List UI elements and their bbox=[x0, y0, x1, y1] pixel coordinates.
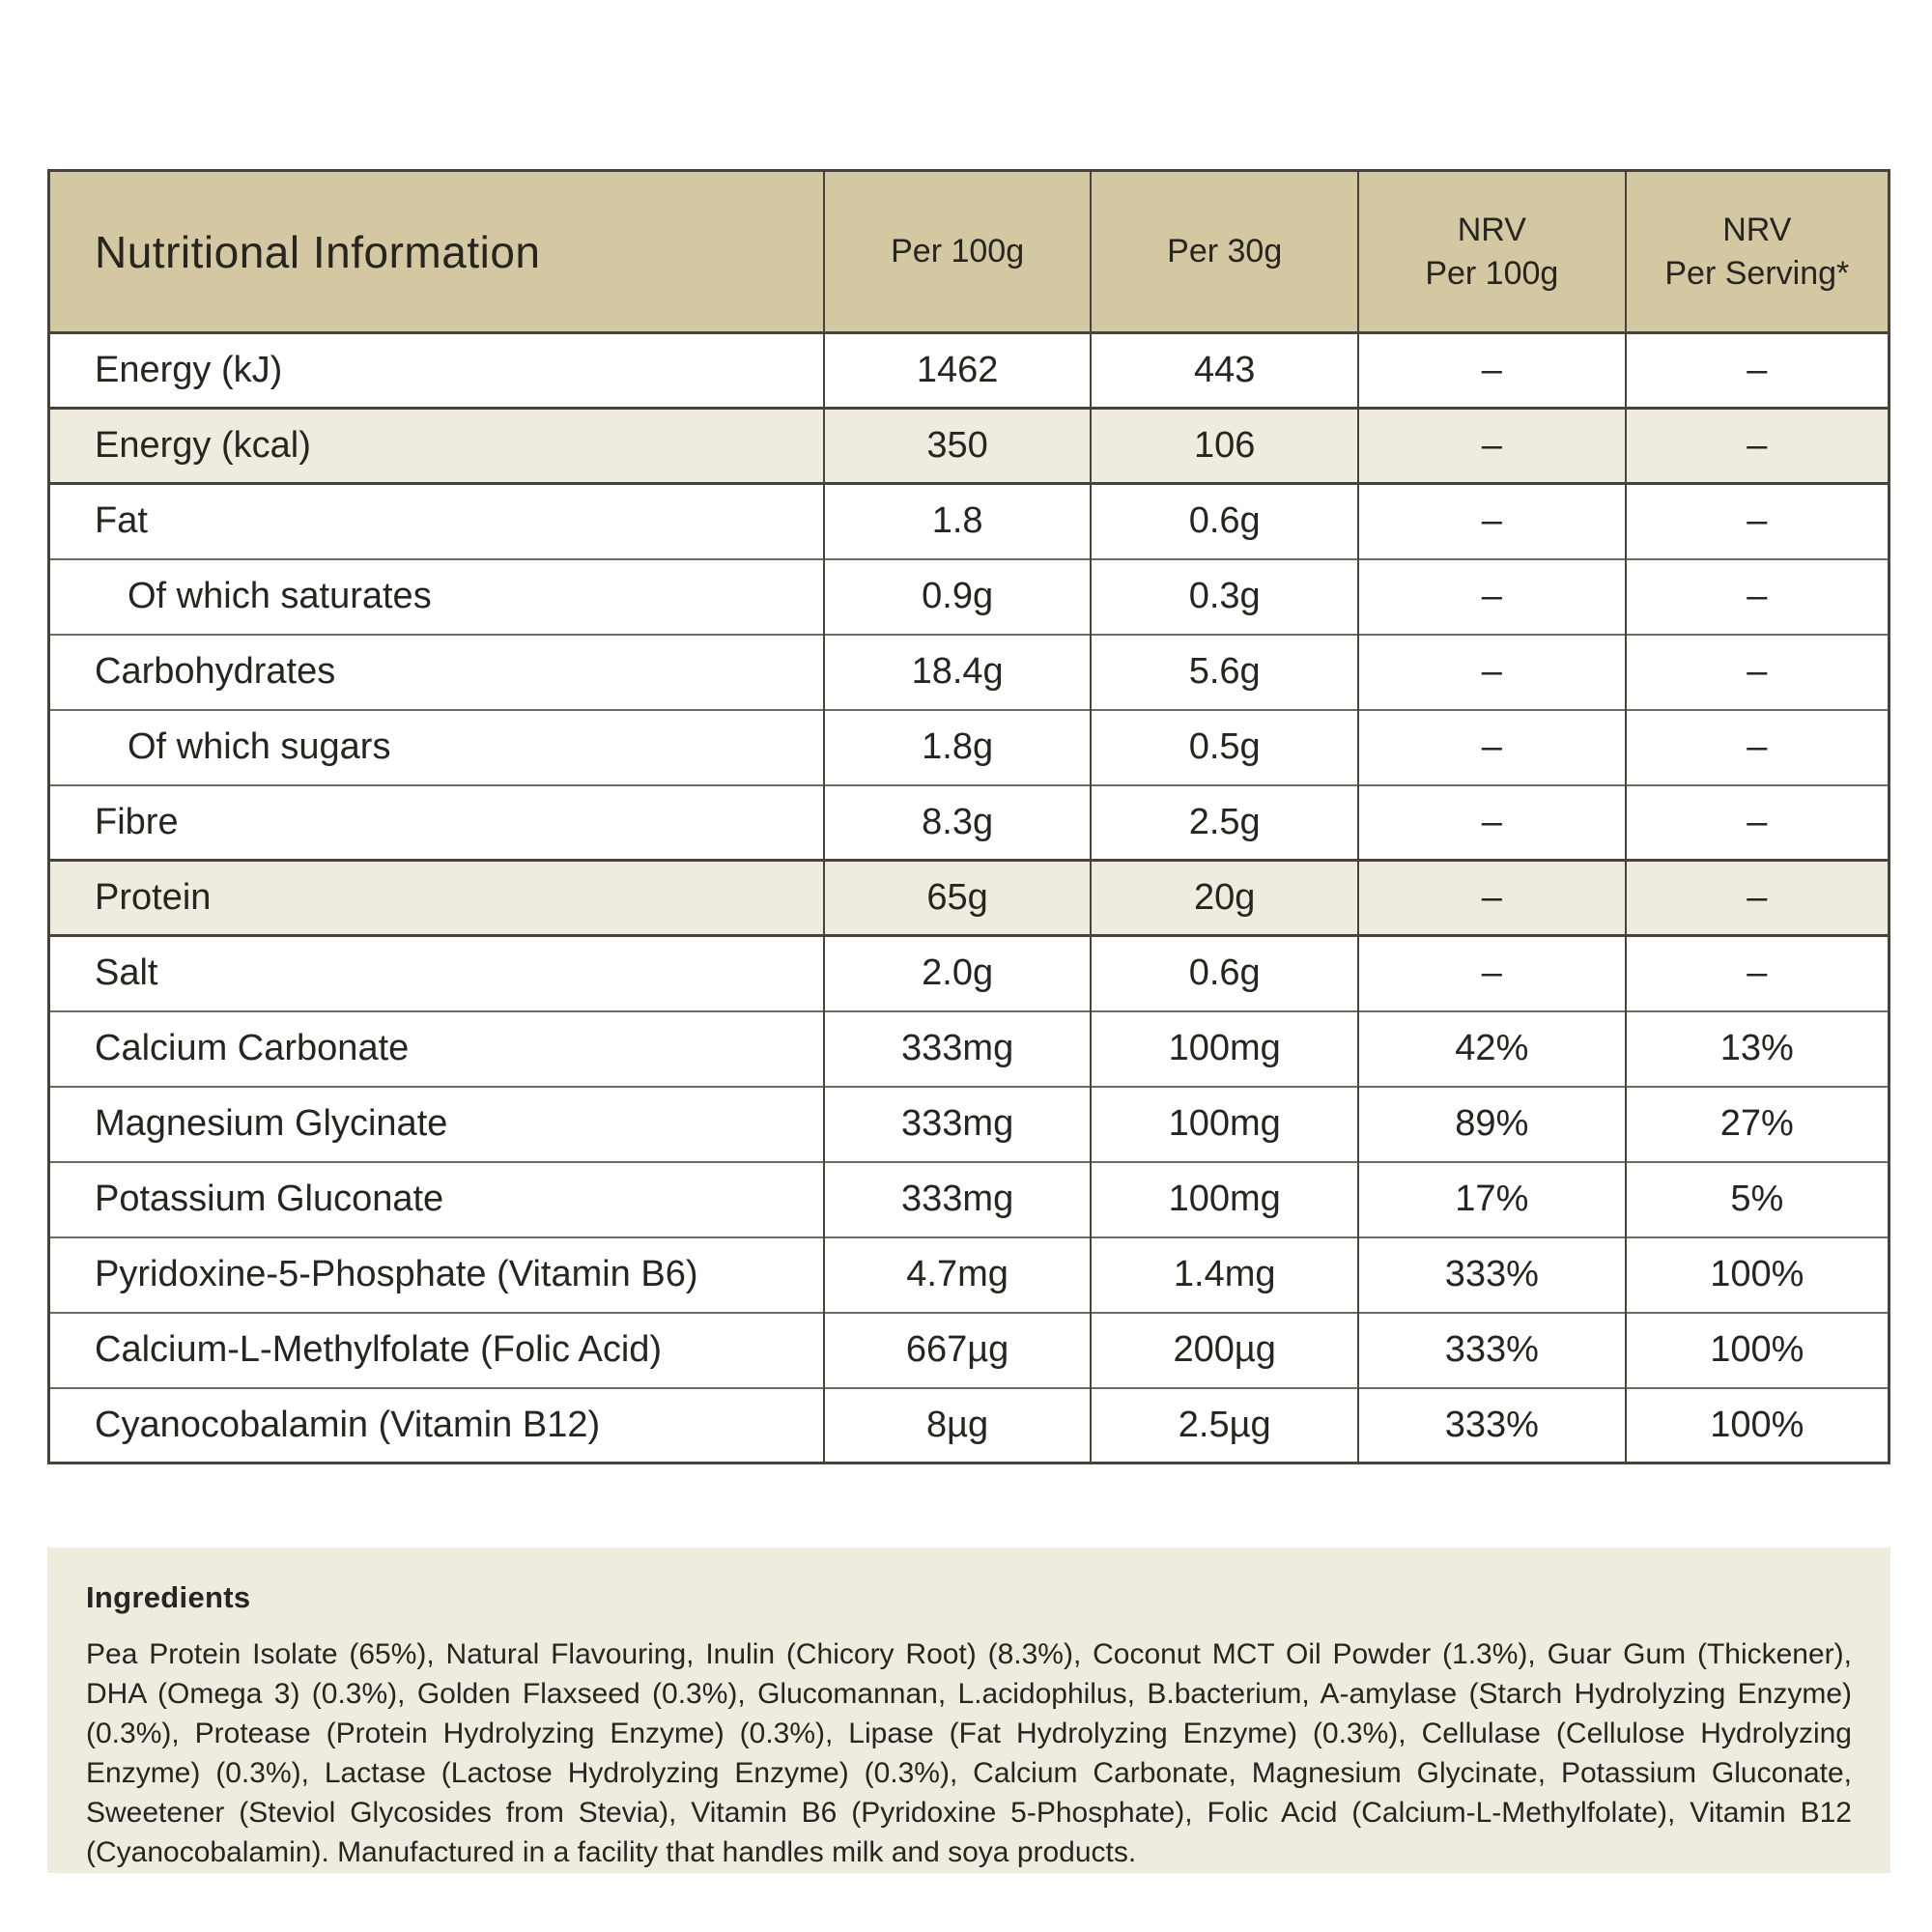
column-header-line: NRV bbox=[1722, 212, 1792, 249]
row-value: 2.0g bbox=[824, 936, 1092, 1011]
nutrition-label bbox=[47, 169, 1890, 1873]
row-label: Energy (kJ) bbox=[95, 350, 283, 390]
row-value: 1.8 bbox=[824, 484, 1092, 559]
column-header-nrv-per-serving bbox=[1626, 171, 1889, 333]
table-row bbox=[49, 710, 1889, 785]
row-value: 1462 bbox=[824, 333, 1092, 409]
row-value: – bbox=[1358, 484, 1626, 559]
table-header bbox=[49, 171, 1889, 333]
row-value: 443 bbox=[1091, 333, 1358, 409]
table-row bbox=[49, 333, 1889, 409]
row-value: 100mg bbox=[1091, 1011, 1358, 1087]
row-label: Potassium Gluconate bbox=[49, 1162, 824, 1237]
row-value: 100mg bbox=[1091, 1162, 1358, 1237]
row-value: – bbox=[1626, 409, 1889, 484]
row-value: 8µg bbox=[824, 1388, 1092, 1463]
row-value: 65g bbox=[824, 861, 1092, 936]
row-value: – bbox=[1358, 409, 1626, 484]
table-row bbox=[49, 1087, 1889, 1162]
table-row bbox=[49, 409, 1889, 484]
row-value: 333mg bbox=[824, 1162, 1092, 1237]
column-header-line: Per Serving* bbox=[1664, 254, 1850, 292]
table-row bbox=[49, 1237, 1889, 1313]
row-value: 18.4g bbox=[824, 635, 1092, 710]
row-value: 333% bbox=[1358, 1313, 1626, 1388]
table-row bbox=[49, 1313, 1889, 1388]
table-row bbox=[49, 635, 1889, 710]
column-header-per-30g bbox=[1091, 171, 1358, 333]
row-label: Magnesium Glycinate bbox=[49, 1087, 824, 1162]
row-value: 106 bbox=[1091, 409, 1358, 484]
row-value: 0.6g bbox=[1091, 484, 1358, 559]
row-label: Energy (kcal) bbox=[49, 409, 824, 484]
row-value: 27% bbox=[1626, 1087, 1889, 1162]
row-value: 42% bbox=[1358, 1011, 1626, 1087]
ingredients-heading: Ingredients bbox=[86, 1580, 251, 1614]
table-row bbox=[49, 785, 1889, 861]
row-value: 0.5g bbox=[1091, 710, 1358, 785]
row-label: Fibre bbox=[49, 785, 824, 861]
table-row bbox=[49, 1011, 1889, 1087]
column-header-line: Per 100g bbox=[891, 233, 1025, 270]
row-label: Pyridoxine-5-Phosphate (Vitamin B6) bbox=[49, 1237, 824, 1313]
column-header-nrv-per-100g bbox=[1358, 171, 1626, 333]
table-row bbox=[49, 1388, 1889, 1463]
row-value: 13% bbox=[1626, 1011, 1889, 1087]
row-value: 5% bbox=[1626, 1162, 1889, 1237]
row-value: – bbox=[1358, 785, 1626, 861]
row-value: 0.6g bbox=[1091, 936, 1358, 1011]
row-label: Calcium Carbonate bbox=[49, 1011, 824, 1087]
row-value: – bbox=[1358, 333, 1626, 409]
row-value: 4.7mg bbox=[824, 1237, 1092, 1313]
ingredients-text: Pea Protein Isolate (65%), Natural Flavouring, Inulin (Chicory Root) (8.3%), Coconut MCT Oil Powder (1.3%), Guar Gum (Thickener), DHA (Omega 3) (0.3%), Golden Flaxseed (0.3%), Glucomannan, L.acidophilus, B.bacterium, A-amylase (Starch Hydrolyzing Enzyme) (0.3%), Protease (Protein Hydrolyzing Enzyme) (0.3%), Lipase (Fat Hydrolyzing Enzyme) (0.3%), Cellulase (Cellulose Hydrolyzing Enzyme) (0.3%), Lactase (Lactose Hydrolyzing Enzyme) (0.3%), Calcium Carbonate, Magnesium Glycinate, Potassium Gluconate, Sweetener (Steviol Glycosides from Stevia), Vitamin B6 (Pyridoxine 5-Phosphate), Folic Acid (Calcium-L-Methylfolate), Vitamin B12 (Cyanocobalamin). Manufactured in a facility that handles milk and soya products. bbox=[86, 1638, 1852, 1868]
row-label: Of which saturates bbox=[49, 559, 824, 635]
table-row bbox=[49, 861, 1889, 936]
row-value: – bbox=[1626, 785, 1889, 861]
row-value: – bbox=[1626, 635, 1889, 710]
row-value: – bbox=[1626, 484, 1889, 559]
nutrition-table bbox=[47, 169, 1890, 1464]
row-value: – bbox=[1626, 710, 1889, 785]
table-title: Nutritional Information bbox=[49, 171, 824, 333]
row-value: – bbox=[1358, 635, 1626, 710]
row-value: 200µg bbox=[1091, 1313, 1358, 1388]
row-label: Salt bbox=[49, 936, 824, 1011]
row-value: – bbox=[1626, 861, 1889, 936]
row-value: 17% bbox=[1358, 1162, 1626, 1237]
row-value: – bbox=[1626, 936, 1889, 1011]
row-label: Protein bbox=[49, 861, 824, 936]
row-value: – bbox=[1358, 559, 1626, 635]
column-header-line: Per 30g bbox=[1167, 233, 1283, 270]
table-row bbox=[49, 484, 1889, 559]
table-row bbox=[49, 559, 1889, 635]
row-label: Of which sugars bbox=[49, 710, 824, 785]
row-value: 100mg bbox=[1091, 1087, 1358, 1162]
row-value: 333% bbox=[1358, 1237, 1626, 1313]
row-value: 8.3g bbox=[824, 785, 1092, 861]
table-body bbox=[49, 333, 1889, 1463]
row-value: 5.6g bbox=[1091, 635, 1358, 710]
row-value: 2.5g bbox=[1091, 785, 1358, 861]
column-header-line: NRV bbox=[1457, 212, 1526, 249]
header-row bbox=[49, 171, 1889, 333]
table-row bbox=[49, 1162, 1889, 1237]
row-value: 1.8g bbox=[824, 710, 1092, 785]
row-value: 2.5µg bbox=[1091, 1388, 1358, 1463]
row-value: 100% bbox=[1626, 1388, 1889, 1463]
row-value: 0.9g bbox=[824, 559, 1092, 635]
row-label: Cyanocobalamin (Vitamin B12) bbox=[49, 1388, 824, 1463]
column-header-line: Per 100g bbox=[1425, 254, 1559, 292]
table-row bbox=[49, 936, 1889, 1011]
row-value: 100% bbox=[1626, 1237, 1889, 1313]
row-value: 333mg bbox=[824, 1087, 1092, 1162]
row-value: 350 bbox=[824, 409, 1092, 484]
row-value: – bbox=[1626, 333, 1889, 409]
row-value: 0.3g bbox=[1091, 559, 1358, 635]
row-value: 333% bbox=[1358, 1388, 1626, 1463]
row-value: 1.4mg bbox=[1091, 1237, 1358, 1313]
row-value: – bbox=[1358, 936, 1626, 1011]
row-label: Carbohydrates bbox=[49, 635, 824, 710]
row-value: 100% bbox=[1626, 1313, 1889, 1388]
row-label: Fat bbox=[49, 484, 824, 559]
row-value: – bbox=[1626, 559, 1889, 635]
row-value: 333mg bbox=[824, 1011, 1092, 1087]
row-value: – bbox=[1358, 710, 1626, 785]
ingredients-panel bbox=[47, 1548, 1890, 1873]
row-value: 667µg bbox=[824, 1313, 1092, 1388]
row-value: 20g bbox=[1091, 861, 1358, 936]
row-value: 89% bbox=[1358, 1087, 1626, 1162]
column-header-per-100g bbox=[824, 171, 1092, 333]
row-label: Calcium-L-Methylfolate (Folic Acid) bbox=[49, 1313, 824, 1388]
row-value: – bbox=[1358, 861, 1626, 936]
